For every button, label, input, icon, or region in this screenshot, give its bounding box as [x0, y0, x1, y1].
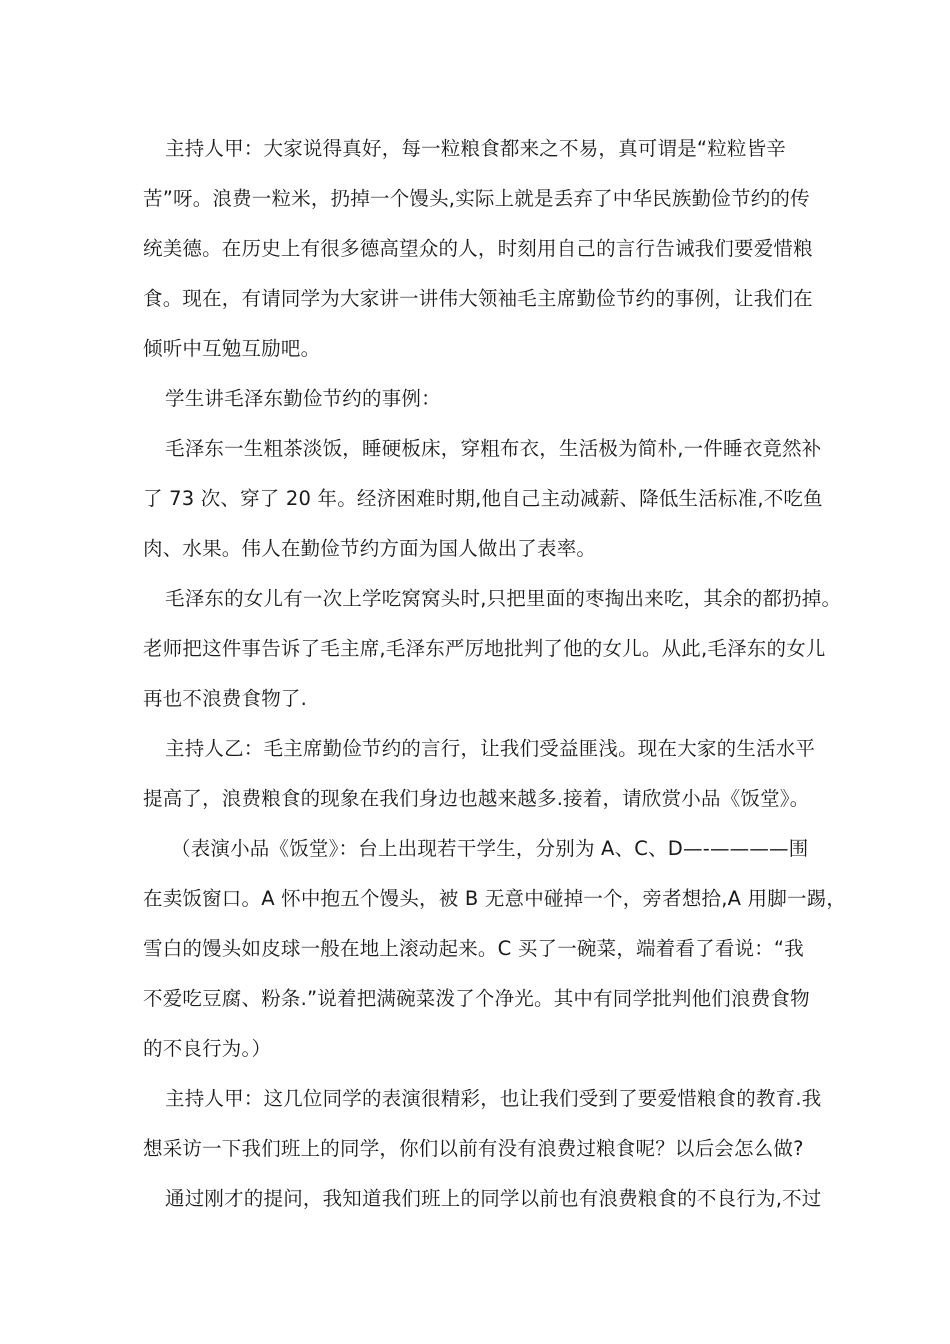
text-line: 再也不浪费食物了.: [143, 687, 307, 710]
paragraph-host-a-interview: [143, 1074, 822, 1174]
text-line: （表演小品《饭堂》：台上出现若干学生，分别为 A、C、D—-————围: [171, 837, 809, 860]
paragraph-host-a-intro: [143, 124, 815, 374]
text-line: 老师把这件事告诉了毛主席,毛泽东严厉地批判了他的女儿。从此,毛泽东的女儿: [143, 637, 826, 660]
paragraph-mao-simple-life: [143, 424, 823, 574]
text-line: 雪白的馒头如皮球一般在地上滚动起来。C 买了一碗菜，端着看了看说：“我: [143, 937, 804, 960]
text-line: 的不良行为。）: [143, 1037, 272, 1060]
text-line: 提高了，浪费粮食的现象在我们身边也越来越多.接着，请欣赏小品《饭堂》。: [143, 787, 810, 810]
text-line: 统美德。在历史上有很多德高望众的人，时刻用自己的言行告诫我们要爱惜粮: [143, 237, 813, 260]
text-line: 想采访一下我们班上的同学，你们以前有没有浪费过粮食呢？以后会怎么做?: [143, 1137, 804, 1160]
paragraph-conclusion: [143, 1174, 822, 1224]
text-line: 不爱吃豆腐、粉条.”说着把满碗菜泼了个净光。其中有同学批判他们浪费食物: [143, 987, 810, 1010]
paragraph-host-b: [143, 724, 815, 824]
document-body: [143, 124, 847, 1224]
text-line: 在卖饭窗口。A 怀中抱五个馒头，被 B 无意中碰掉一个，旁者想拾,A 用脚一踢，: [143, 887, 847, 910]
paragraph-mao-daughter: [143, 574, 842, 724]
text-line: 毛泽东一生粗茶淡饭，睡硬板床，穿粗布衣，生活极为简朴,一件睡衣竟然补: [165, 437, 822, 460]
text-line: 肉、水果。伟人在勤俭节约方面为国人做出了表率。: [143, 537, 597, 560]
text-line: 倾听中互勉互励吧。: [143, 337, 321, 360]
text-line: 了 73 次、穿了 20 年。经济困难时期,他自己主动减薪、降低生活标准,不吃鱼: [143, 487, 823, 510]
paragraph-skit-description: [143, 824, 847, 1074]
text-line: 主持人甲：大家说得真好，每一粒粮食都来之不易，真可谓是“粒粒皆辛: [165, 137, 787, 160]
text-line: 主持人乙：毛主席勤俭节约的言行，让我们受益匪浅。现在大家的生活水平: [165, 737, 816, 760]
paragraph-student-heading: [143, 374, 815, 424]
text-line: 食。现在，有请同学为大家讲一讲伟大领袖毛主席勤俭节约的事例，让我们在: [143, 287, 813, 310]
text-line: 通过刚才的提问，我知道我们班上的同学以前也有浪费粮食的不良行为,不过: [165, 1187, 822, 1210]
text-line: 苦”呀。浪费一粒米，扔掉一个馒头,实际上就是丢弃了中华民族勤俭节约的传: [143, 187, 810, 210]
text-line: 主持人甲：这几位同学的表演很精彩，也让我们受到了要爱惜粮食的教育.我: [165, 1087, 822, 1110]
text-line: 毛泽东的女儿有一次上学吃窝窝头时,只把里面的枣掏出来吃，其余的都扔掉。: [165, 587, 842, 610]
text-line: 学生讲毛泽东勤俭节约的事例：: [165, 387, 441, 410]
